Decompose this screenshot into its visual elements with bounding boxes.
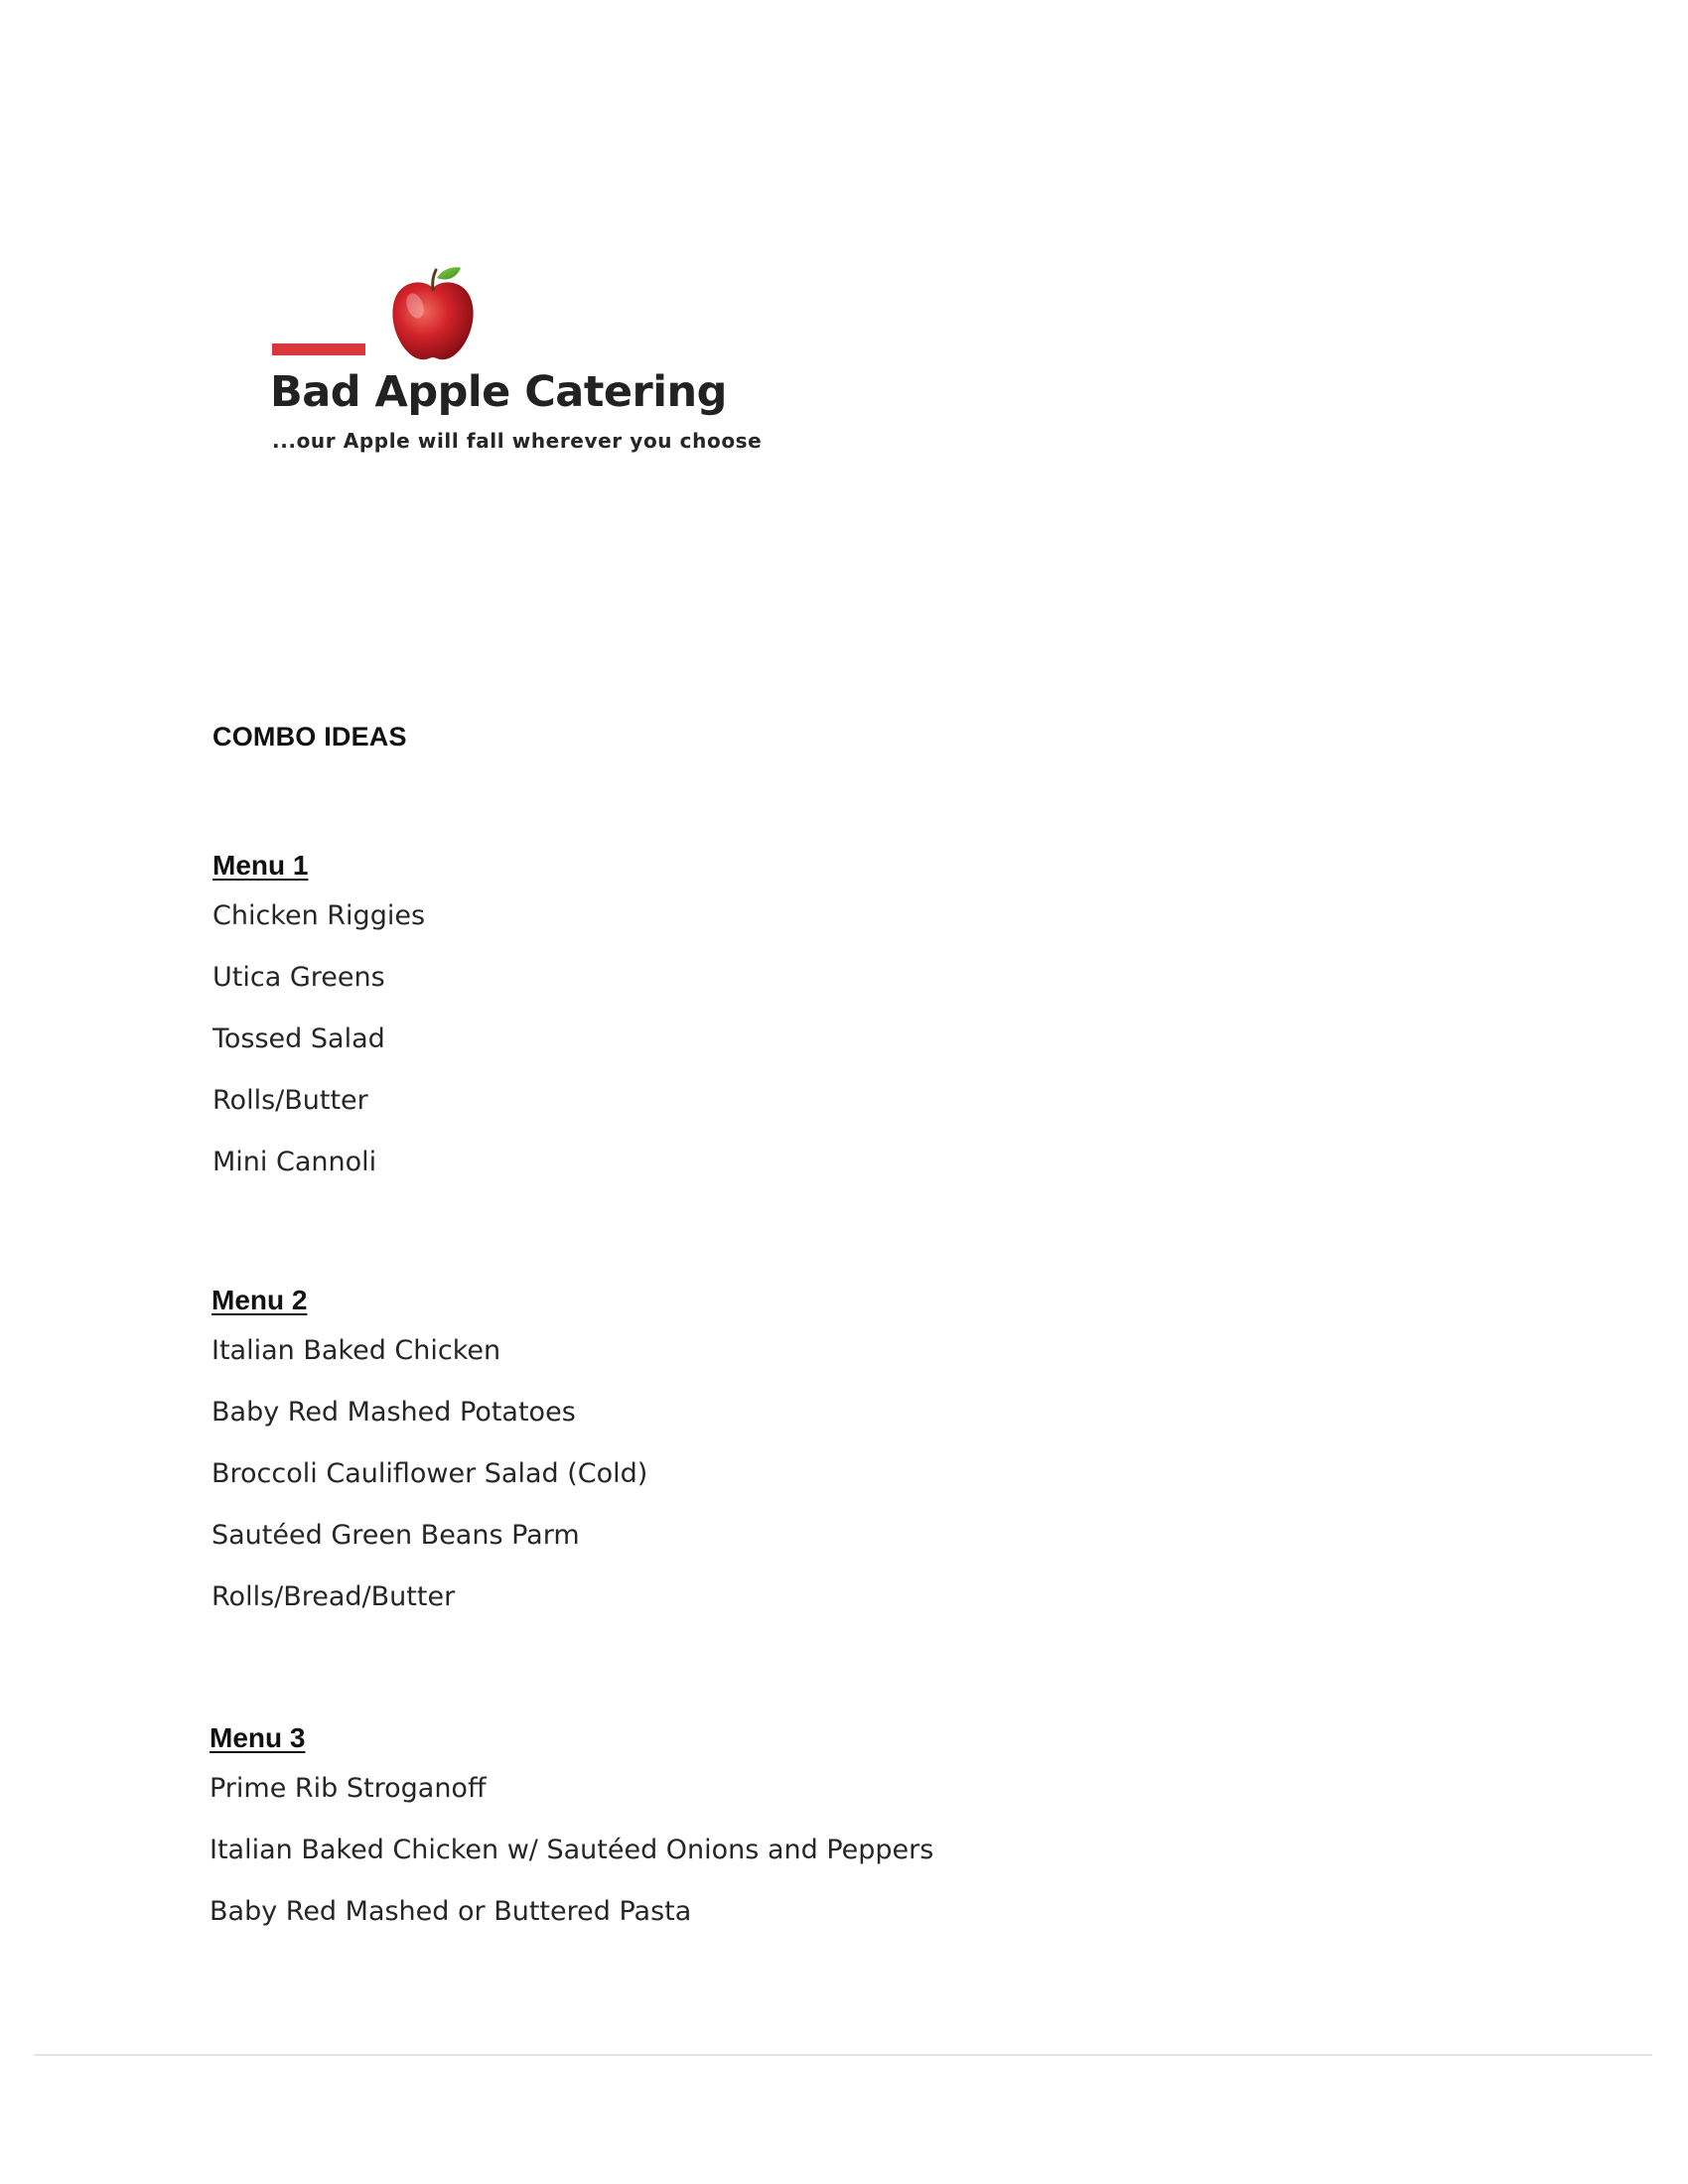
menu-item-list bbox=[211, 1320, 1204, 1628]
company-name: Bad Apple Catering bbox=[270, 367, 727, 417]
red-apple-icon bbox=[387, 264, 479, 365]
logo-accent-bar bbox=[272, 343, 365, 355]
page-heading: COMBO IDEAS bbox=[212, 722, 407, 751]
menu-section-1 bbox=[212, 846, 1205, 1193]
menu-item: Chicken Riggies bbox=[212, 900, 426, 931]
menu-title: Menu 3 bbox=[210, 1722, 306, 1753]
menu-item: Italian Baked Chicken w/ Sautéed Onions and Peppers bbox=[210, 1835, 934, 1865]
menu-title: Menu 2 bbox=[211, 1285, 308, 1315]
menu-item: Rolls/Bread/Butter bbox=[211, 1581, 456, 1612]
menu-item: Prime Rib Stroganoff bbox=[210, 1773, 487, 1804]
menu-item: Baby Red Mashed or Buttered Pasta bbox=[210, 1896, 692, 1927]
menu-item: Mini Cannoli bbox=[212, 1147, 377, 1177]
menu-section-2 bbox=[211, 1281, 1204, 1628]
company-tagline: ...our Apple will fall wherever you choose bbox=[272, 429, 763, 453]
menu-item: Baby Red Mashed Potatoes bbox=[211, 1397, 576, 1428]
menu-item: Utica Greens bbox=[212, 962, 385, 993]
menu-item: Sautéed Green Beans Parm bbox=[211, 1520, 580, 1551]
menu-item: Broccoli Cauliflower Salad (Cold) bbox=[211, 1458, 648, 1489]
menu-item: Rolls/Butter bbox=[212, 1085, 368, 1116]
menu-item: Tossed Salad bbox=[212, 1024, 385, 1054]
menu-section-3 bbox=[210, 1718, 1202, 1943]
menu-item-list bbox=[210, 1758, 1202, 1943]
menu-item-list bbox=[212, 886, 1205, 1193]
menu-title: Menu 1 bbox=[212, 850, 309, 881]
menu-item: Italian Baked Chicken bbox=[211, 1335, 501, 1366]
company-logo bbox=[270, 260, 786, 459]
page-divider bbox=[34, 2054, 1652, 2056]
